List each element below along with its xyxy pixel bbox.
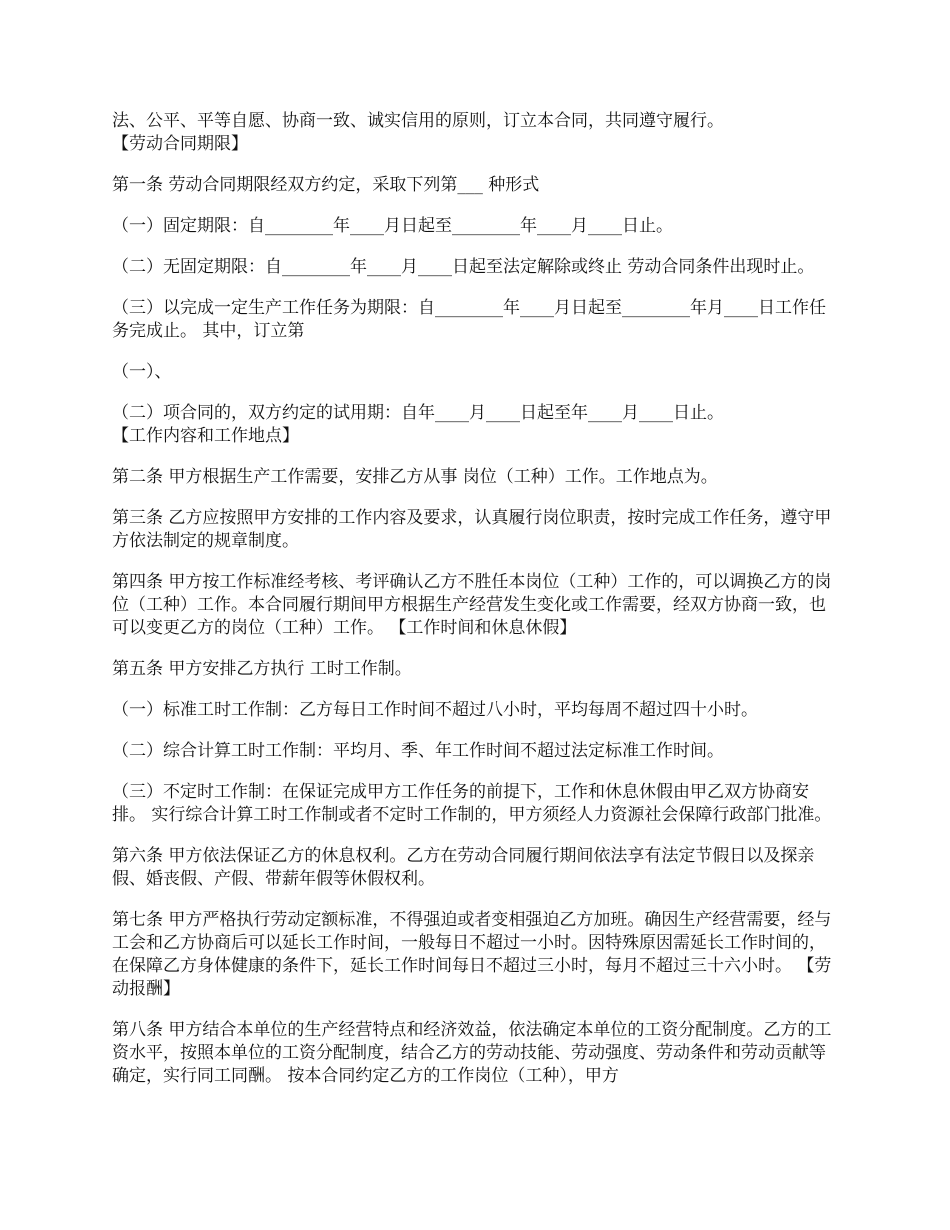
paragraph: 第四条 甲方按工作标准经考核、考评确认乙方不胜任本岗位（工种）工作的，可以调换乙方的岗位（工种）工作。本合同履行期间甲方根据生产经营发生变化或工作需要，经双方协商一致，也可以变更乙方的岗位（工种）工作。 【工作时间和休息休假】 (112, 572, 832, 638)
paragraph: 第二条 甲方根据生产工作需要，安排乙方从事 岗位（工种）工作。工作地点为。 (112, 467, 718, 487)
section-heading: 【劳动合同期限】 (112, 134, 248, 154)
paragraph: 第五条 甲方安排乙方执行 工时工作制。 (112, 659, 412, 679)
paragraph: （一）固定期限：自________年____月日起至________年____月____日止。 (112, 216, 673, 236)
paragraph: 法、公平、平等自愿、协商一致、诚实信用的原则，订立本合同，共同遵守履行。 (112, 111, 724, 131)
paragraph: 第一条 劳动合同期限经双方约定，采取下列第___ 种形式 (112, 175, 540, 195)
paragraph: （三）不定时工作制：在保证完成甲方工作任务的前提下，工作和休息休假由甲乙双方协商安排。 实行综合计算工时工作制或者不定时工作制的，甲方须经人力资源社会保障行政部门批准。 (112, 782, 832, 825)
paragraph: （三）以完成一定生产工作任务为期限：自________年____月日起至________年月____日工作任务完成止。 其中，订立第 (112, 298, 826, 341)
paragraph: 第八条 甲方结合本单位的生产经营特点和经济效益，依法确定本单位的工资分配制度。乙方的工资水平，按照本单位的工资分配制度，结合乙方的劳动技能、劳动强度、劳动条件和劳动贡献等确定，实行同工同酬。 按本合同约定乙方的工作岗位（工种），甲方 (112, 1020, 832, 1086)
paragraph: （二）无固定期限：自________年____月____日起至法定解除或终止 劳动合同条件出现时止。 (112, 257, 815, 277)
paragraph: （一）标准工时工作制：乙方每日工作时间不超过八小时，平均每周不超过四十小时。 (112, 700, 758, 720)
paragraph: （二）综合计算工时工作制：平均月、季、年工作时间不超过法定标准工作时间。 (112, 741, 724, 761)
paragraph: （二）项合同的，双方约定的试用期：自年____月____日起至年____月____日止。 (112, 403, 724, 423)
paragraph: 第六条 甲方依法保证乙方的休息权利。乙方在劳动合同履行期间依法享有法定节假日以及探亲假、婚丧假、产假、带薪年假等休假权利。 (112, 846, 815, 889)
paragraph: （一）、 (112, 362, 172, 382)
document-body (112, 110, 840, 1106)
section-heading: 【工作内容和工作地点】 (112, 426, 299, 446)
paragraph: 第三条 乙方应按照甲方安排的工作内容及要求，认真履行岗位职责，按时完成工作任务，遵守甲方依法制定的规章制度。 (112, 508, 832, 551)
paragraph: 第七条 甲方严格执行劳动定额标准，不得强迫或者变相强迫乙方加班。确因生产经营需要，经与工会和乙方协商后可以延长工作时间，一般每日不超过一小时。因特殊原因需延长工作时间的，在保障乙方身体健康的条件下，延长工作时间每日不超过三小时，每月不超过三十六小时。 【劳动报酬】 (112, 910, 832, 999)
